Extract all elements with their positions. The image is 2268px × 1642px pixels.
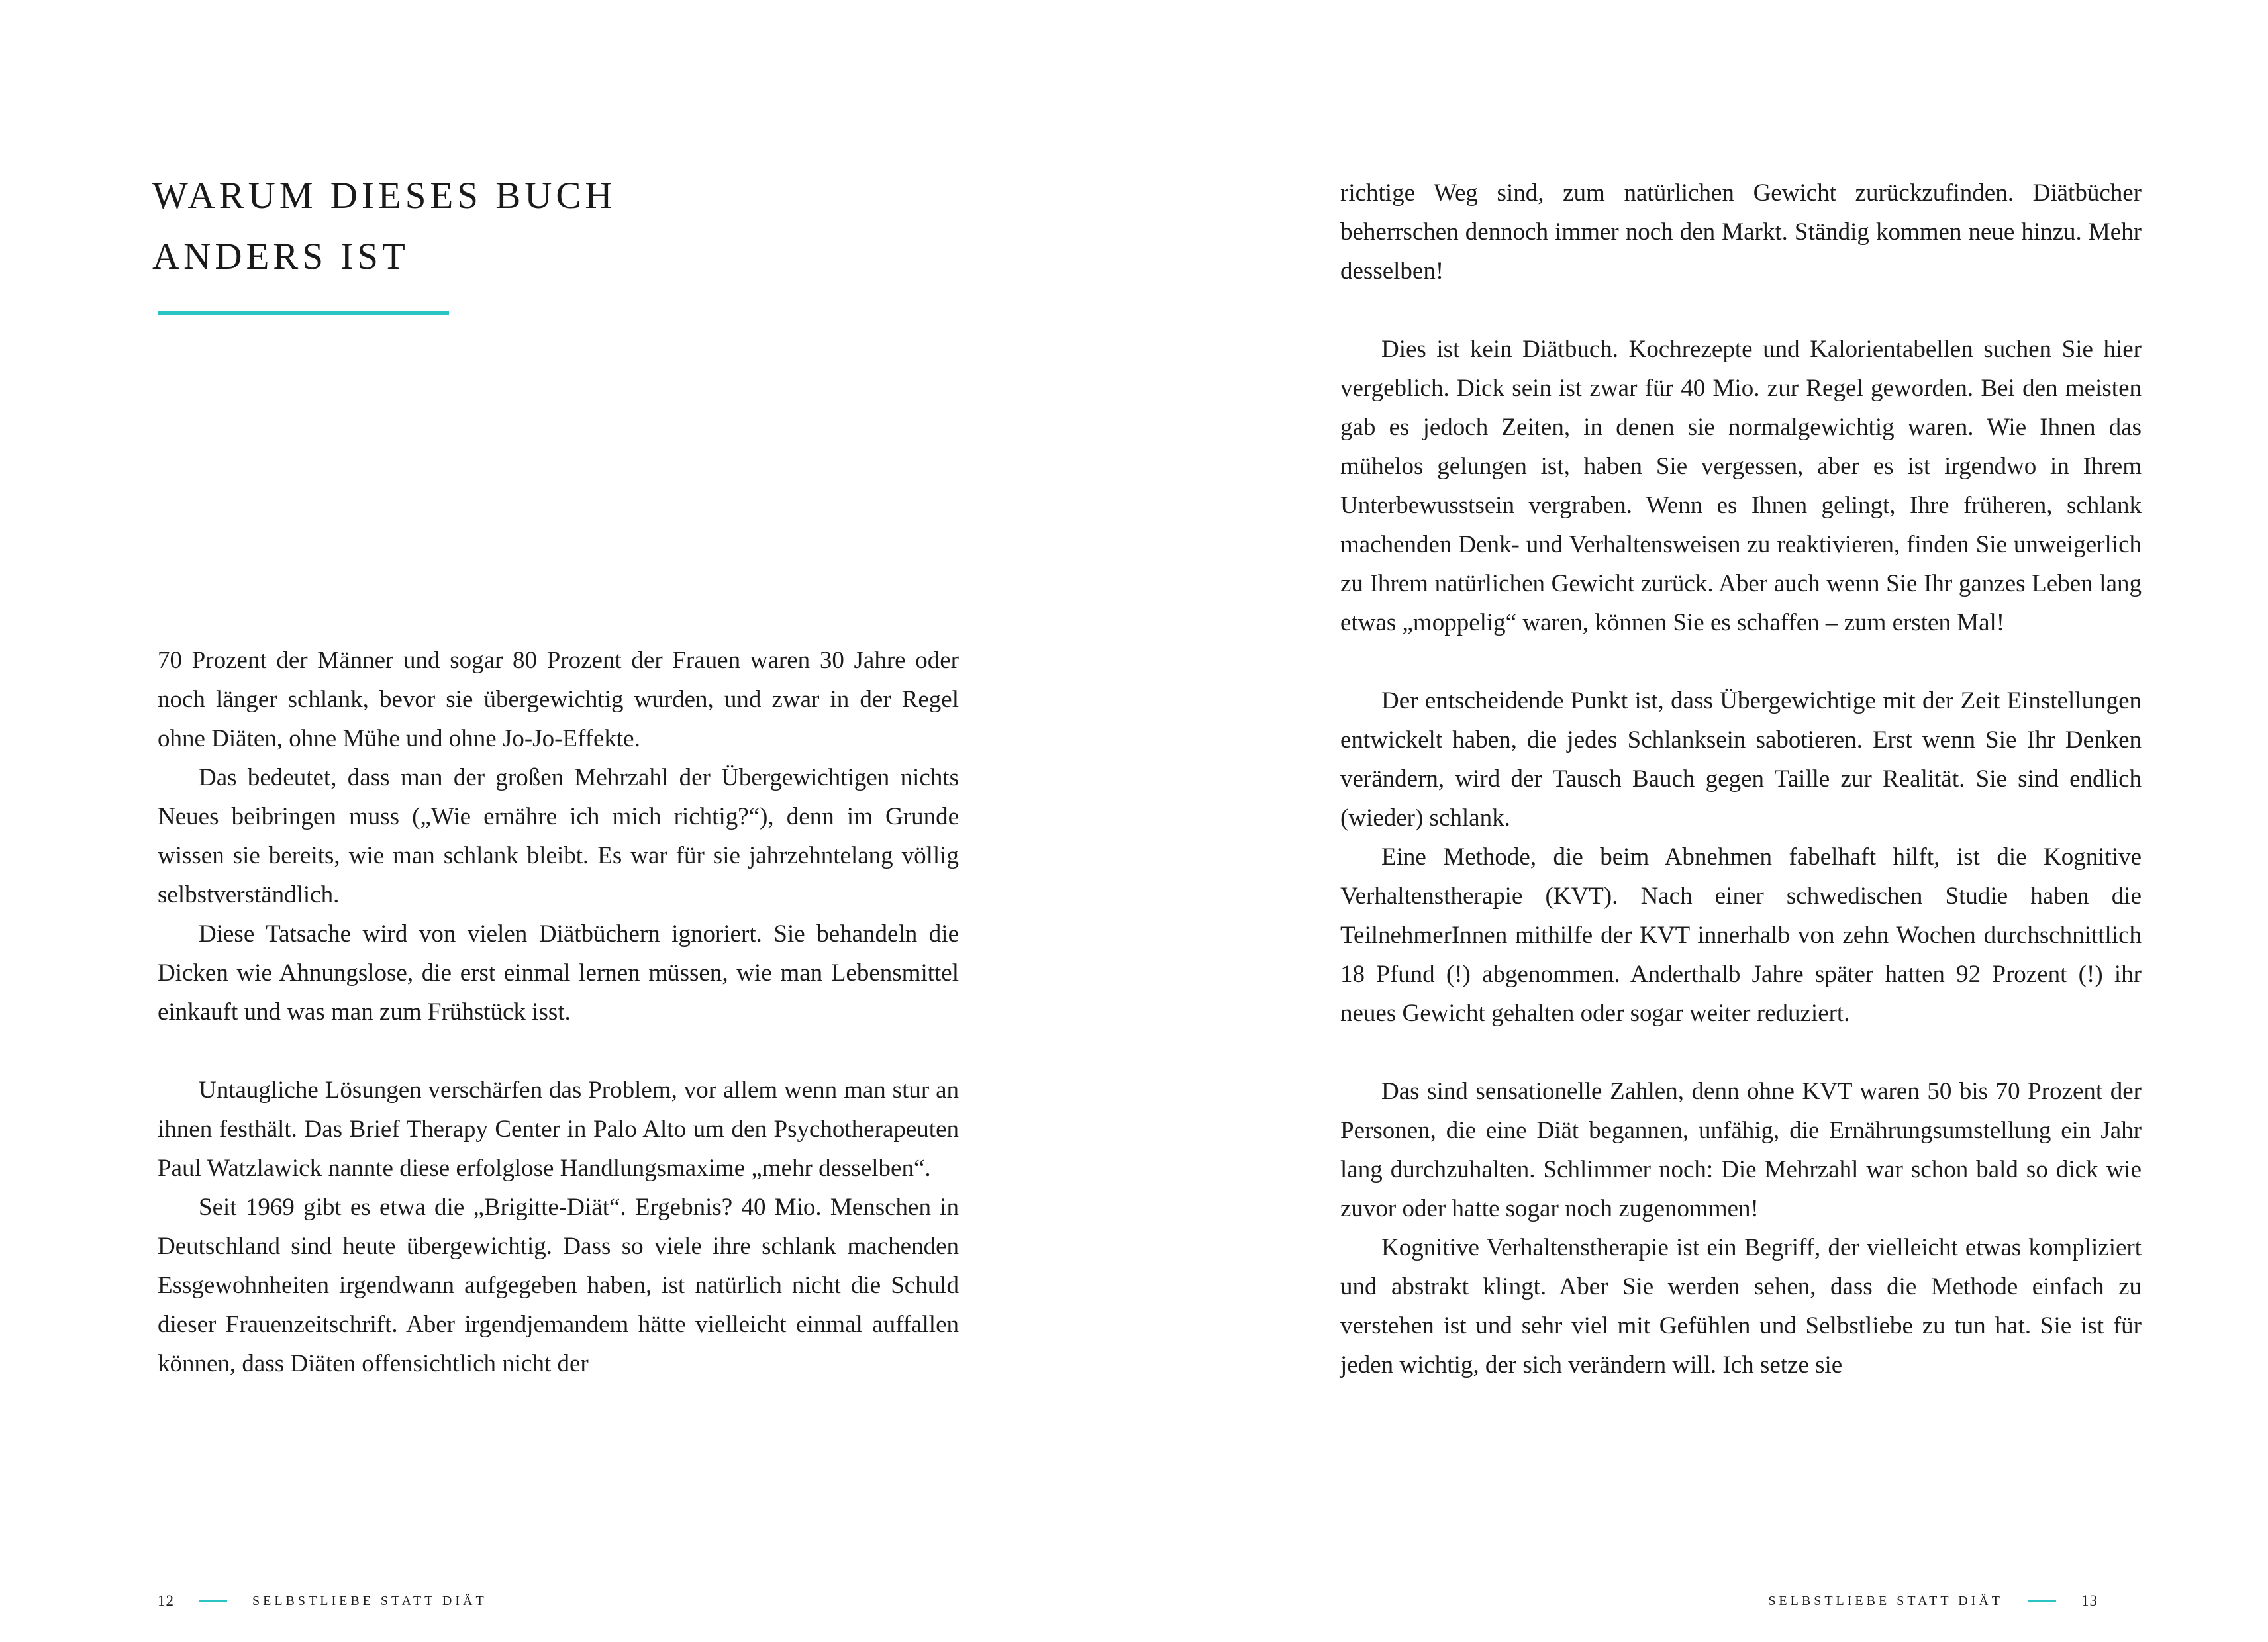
left-text-column [158, 641, 959, 1383]
paragraph: richtige Weg sind, zum natürlichen Gewicht zurückzufinden. Diätbücher beherrschen dennoch immer noch den Markt. Ständig kommen neue hinzu. Mehr desselben! [1340, 179, 2142, 285]
right-text-column [1340, 173, 2142, 1384]
paragraph: Seit 1969 gibt es etwa die „Brigitte-Diät“. Ergebnis? 40 Mio. Menschen in Deutschland sind heute übergewichtig. Dass so viele ihre schlank machenden Essgewohnheiten irgendwann aufgegeben haben, ist natürlich nicht die Schuld dieser Frauenzeitschrift. Aber irgendjemandem hätte vielleicht einmal auffallen können, dass Diäten offensichtlich nicht der [158, 1194, 959, 1377]
right-footer [1768, 1588, 2098, 1614]
right-page [1134, 0, 2267, 1642]
paragraph: 70 Prozent der Männer und sogar 80 Prozent der Frauen waren 30 Jahre oder noch länger schlank, bevor sie übergewichtig wurden, und zwar in der Regel ohne Diäten, ohne Mühe und ohne Jo-Jo-Effekte. [158, 647, 959, 752]
paragraph: Diese Tatsache wird von vielen Diätbüchern ignoriert. Sie behandeln die Dicken wie Ahnungslose, die erst einmal lernen müssen, wie man Lebensmittel einkauft und was man zum Frühstück isst. [158, 920, 959, 1026]
heading-line: ANDERS IST [152, 236, 409, 277]
paragraph: Dies ist kein Diätbuch. Kochrezepte und Kalorientabellen suchen Sie hier vergeblich. Dick sein ist zwar für 40 Mio. zur Regel geworden. Bei den meisten gab es jedoch Zeiten, in denen sie normalgewichtig waren. Wie Ihnen das mühelos gelungen ist, haben Sie vergessen, aber es ist irgendwo in Ihrem Unterbewusstsein vergraben. Wenn es Ihnen gelingt, Ihre früheren, schlank machenden Denk- und Verhaltensweisen zu reaktivieren, finden Sie unweigerlich zu Ihrem natürlichen Gewicht zurück. Aber auch wenn Sie Ihr ganzes Leben lang etwas „moppelig“ waren, können Sie es schaffen – zum ersten Mal! [1340, 336, 2142, 636]
page-number: 13 [2081, 1592, 2098, 1609]
paragraph: Das bedeutet, dass man der großen Mehrzahl der Übergewichtigen nichts Neues beibringen muss („Wie ernähre ich mich richtig?“), denn im Grunde wissen sie bereits, wie man schlank bleibt. Es war für sie jahrzehntelang völlig selbstverständlich. [158, 764, 959, 908]
paragraph: Eine Methode, die beim Abnehmen fabelhaft hilft, ist die Kognitive Verhaltenstherapie (KVT). Nach einer schwedischen Studie haben die TeilnehmerInnen mithilfe der KVT innerhalb von zehn Wochen durchschnittlich 18 Pfund (!) abgenommen. Anderthalb Jahre später hatten 92 Prozent (!) ihr neues Gewicht gehalten oder sogar weiter reduziert. [1340, 844, 2142, 1027]
heading-accent-rule [158, 311, 449, 315]
footer-dash [2028, 1600, 2056, 1602]
paragraph: Der entscheidende Punkt ist, dass Übergewichtige mit der Zeit Einstellungen entwickelt haben, die jedes Schlanksein sabotieren. Erst wenn Sie Ihr Denken verändern, wird der Tausch Bauch gegen Taille zur Realität. Sie sind endlich (wieder) schlank. [1340, 687, 2142, 832]
left-footer [158, 1588, 487, 1614]
paragraph: Das sind sensationelle Zahlen, denn ohne KVT waren 50 bis 70 Prozent der Personen, die eine Diät begannen, unfähig, die Ernährungsumstellung ein Jahr lang durchzuhalten. Schlimmer noch: Die Mehrzahl war schon bald so dick wie zuvor oder hatte sogar noch zugenommen! [1340, 1078, 2142, 1222]
paragraph: Untaugliche Lösungen verschärfen das Problem, vor allem wenn man stur an ihnen festhält. Das Brief Therapy Center in Palo Alto um den Psychotherapeuten Paul Watzlawick nannte diese erfolglose Handlungsmaxime „mehr desselben“. [158, 1077, 959, 1182]
chapter-heading [152, 166, 616, 287]
paragraph: Kognitive Verhaltenstherapie ist ein Begriff, der vielleicht etwas kompliziert und abstrakt klingt. Aber Sie werden sehen, dass die Methode einfach zu verstehen ist und sehr viel mit Gefühlen und Selbstliebe zu tun hat. Sie ist für jeden wichtig, der sich verändern will. Ich setze sie [1340, 1234, 2142, 1378]
page-number: 12 [158, 1592, 174, 1609]
footer-dash [199, 1600, 227, 1602]
running-head: SELBSTLIEBE STATT DIÄT [1768, 1593, 2003, 1608]
heading-line: WARUM DIESES BUCH [152, 175, 616, 217]
running-head: SELBSTLIEBE STATT DIÄT [252, 1593, 487, 1608]
